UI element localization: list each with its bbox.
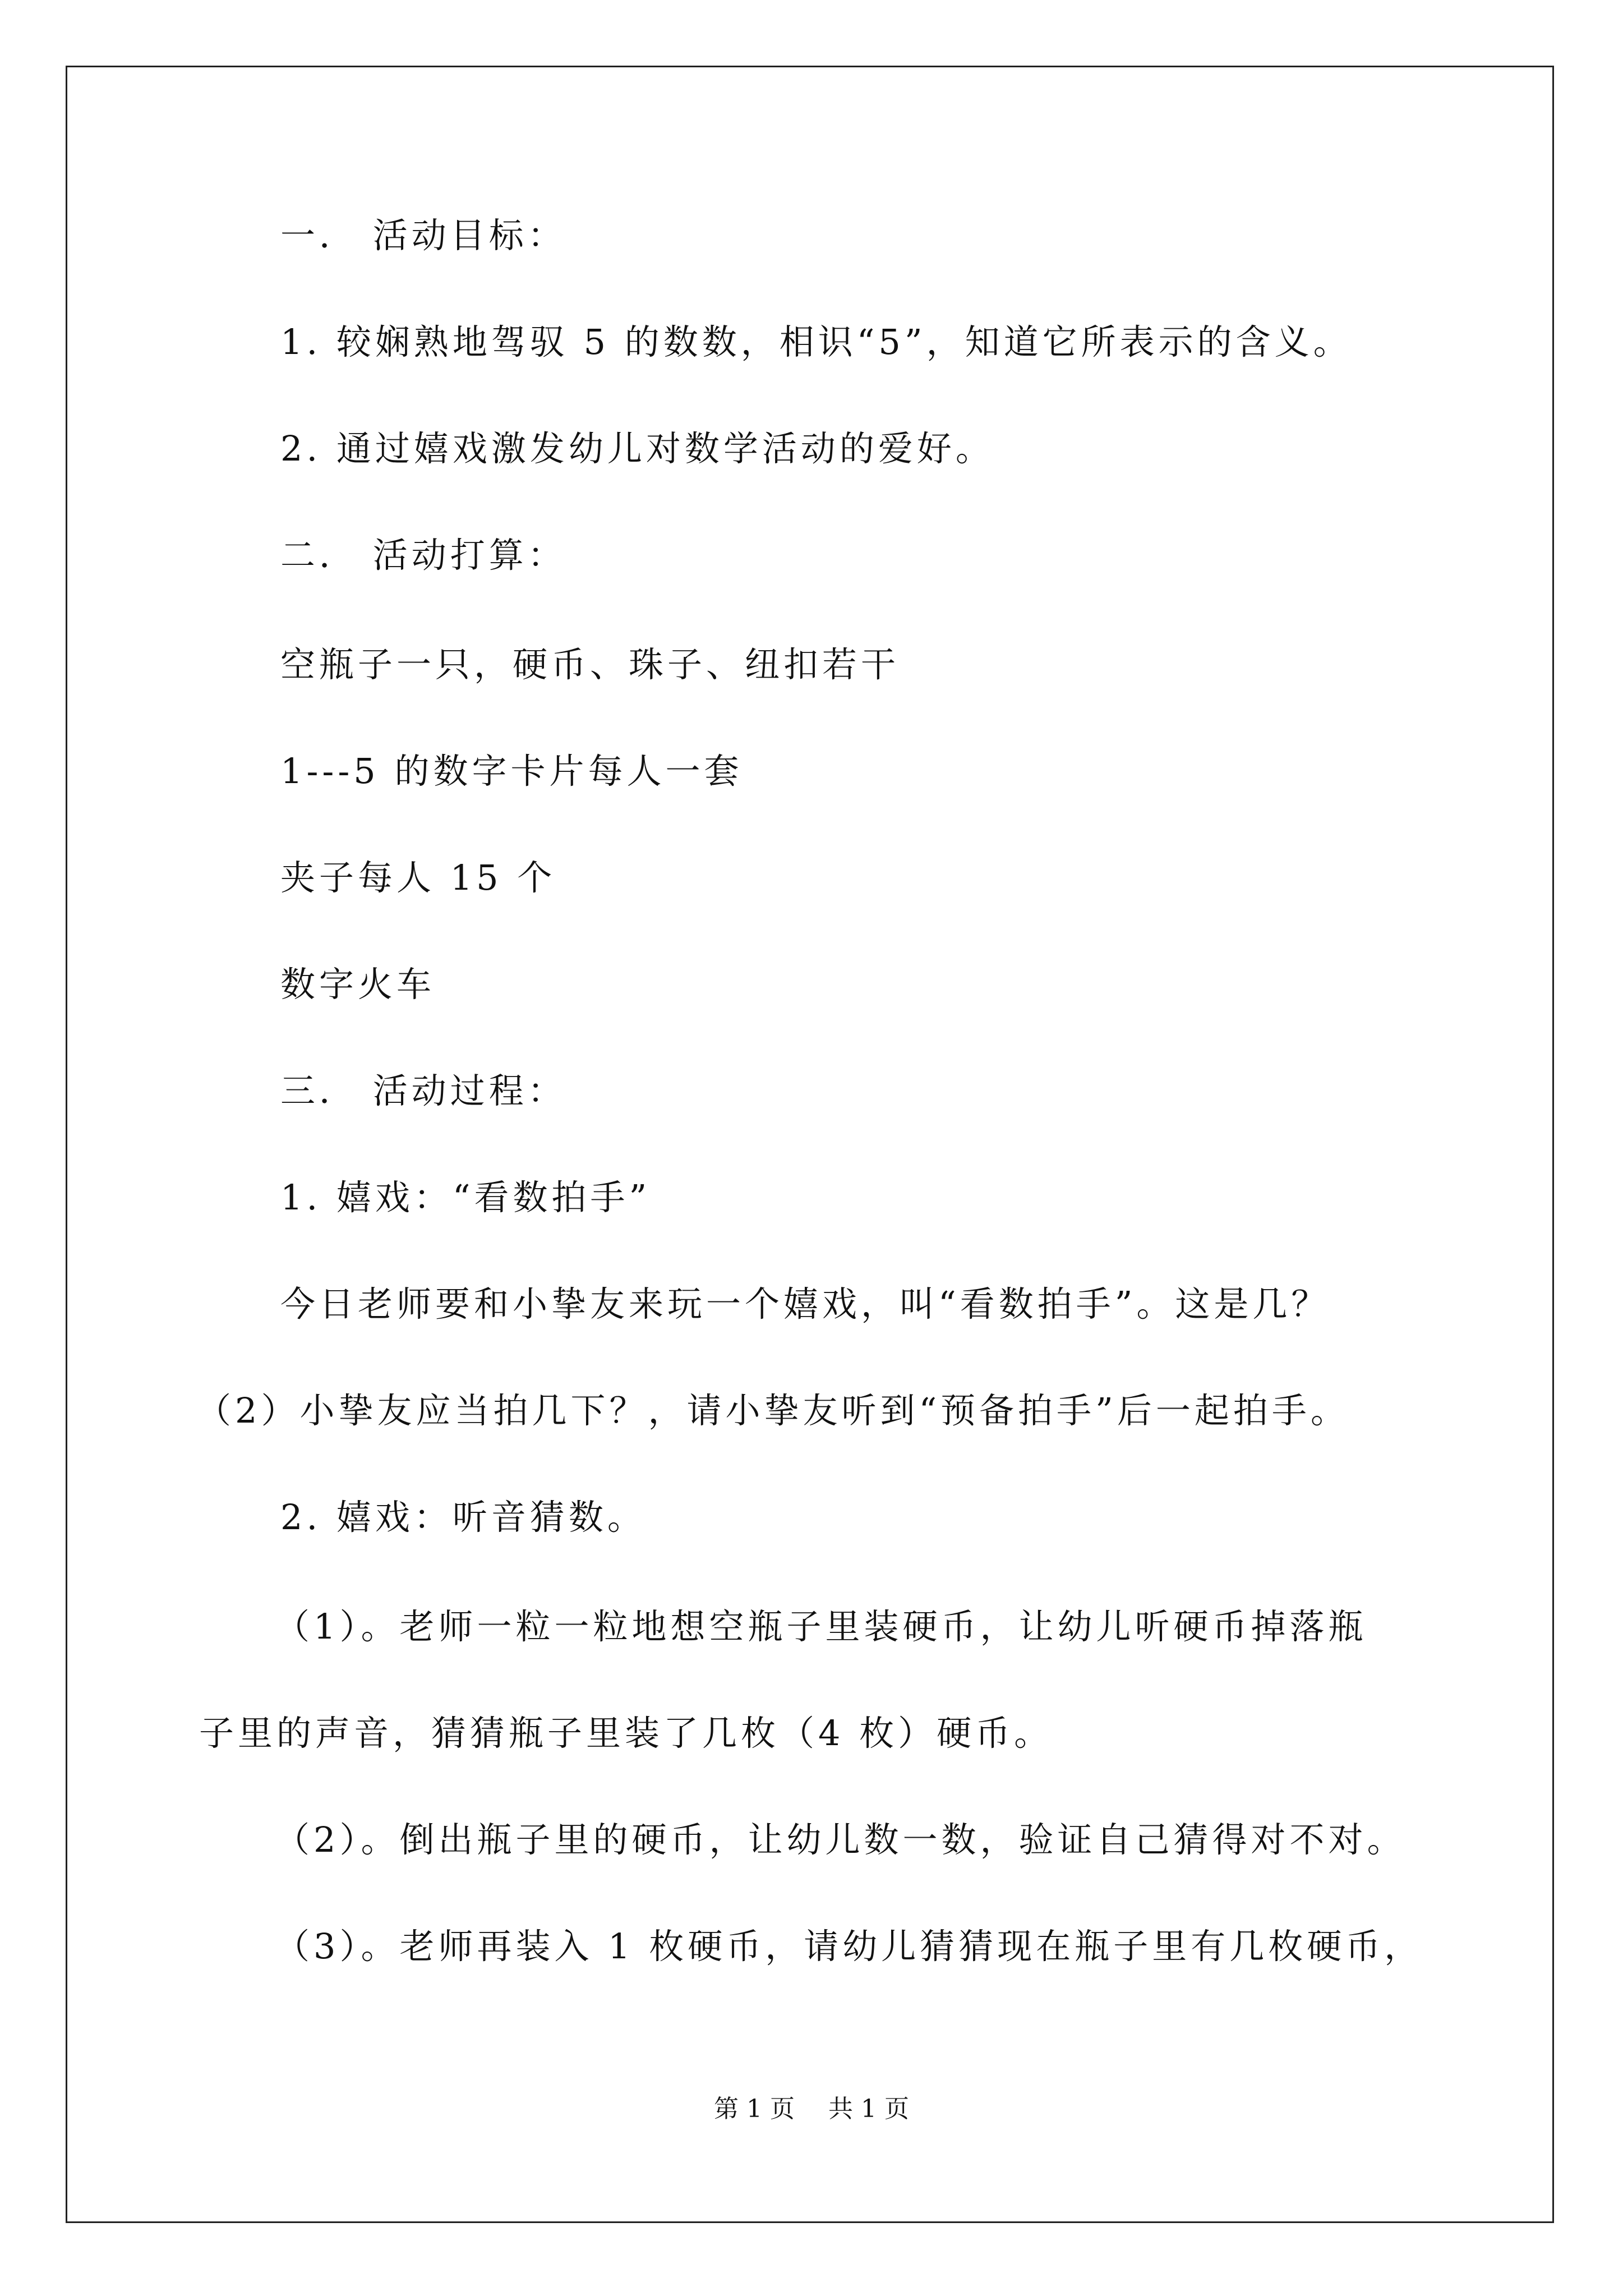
paragraph-goal-2: 2. 通过嬉戏激发幼儿对数学活动的爱好。	[280, 428, 994, 469]
paragraph-step-1-continued: 子里的声音，猜猜瓶子里装了几枚（4 枚）硬币。	[199, 1713, 1053, 1754]
paragraph-step-1: （1）。老师一粒一粒地想空瓶子里装硬币，让幼儿听硬币掉落瓶	[275, 1606, 1367, 1647]
paragraph-clips: 夹子每人 15 个	[280, 857, 556, 898]
paragraph-materials: 空瓶子一只，硬币、珠子、纽扣若干	[280, 644, 900, 685]
page-number-total: 共 1 页	[828, 2095, 909, 2123]
heading-activity-goals: 一． 活动目标：	[280, 215, 566, 256]
page-footer	[0, 2092, 1623, 2126]
paragraph-game-2: 2. 嬉戏：听音猜数。	[280, 1497, 646, 1538]
page-number-current: 第 1 页	[714, 2095, 795, 2123]
page-border	[66, 66, 1554, 2223]
paragraph-goal-1: 1. 较娴熟地驾驭 5 的数数，相识“5”，知道它所表示的含义。	[280, 321, 1352, 362]
paragraph-game-1-intro: 今日老师要和小挚友来玩一个嬉戏，叫“看数拍手”。这是几？	[280, 1283, 1330, 1324]
paragraph-step-3: （3）。老师再装入 1 枚硬币，请幼儿猜猜现在瓶子里有几枚硬币，	[275, 1926, 1423, 1967]
paragraph-game-1: 1. 嬉戏：“看数拍手”	[280, 1177, 651, 1218]
paragraph-step-2: （2）。倒出瓶子里的硬币，让幼儿数一数，验证自己猜得对不对。	[275, 1819, 1406, 1860]
paragraph-game-1-continued: （2）小挚友应当拍几下？，请小挚友听到“预备拍手”后一起拍手。	[196, 1390, 1349, 1431]
paragraph-number-cards: 1---5 的数字卡片每人一套	[280, 751, 743, 792]
paragraph-number-train: 数字火车	[280, 964, 436, 1005]
heading-activity-process: 三． 活动过程：	[280, 1070, 566, 1111]
heading-activity-preparation: 二． 活动打算：	[280, 535, 566, 576]
